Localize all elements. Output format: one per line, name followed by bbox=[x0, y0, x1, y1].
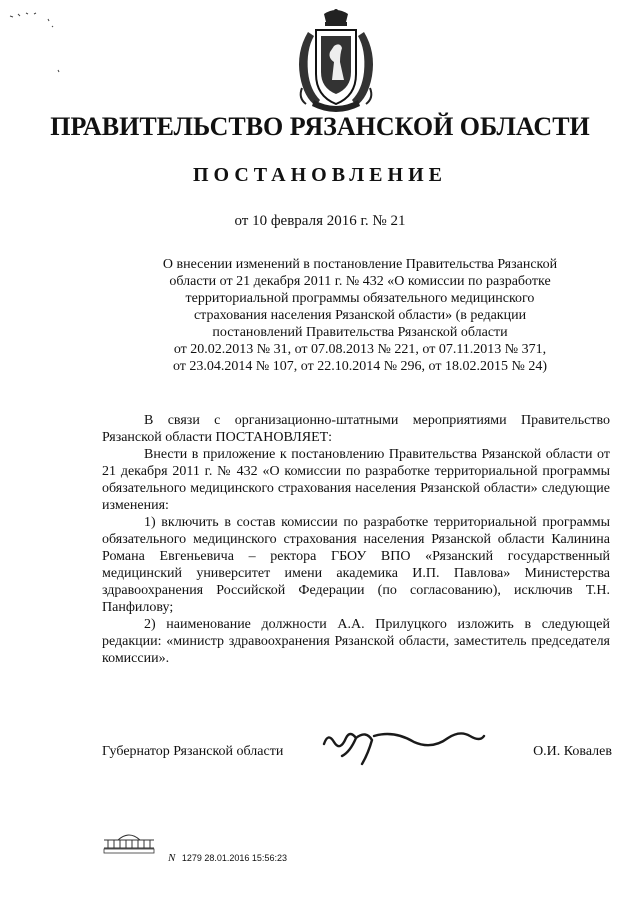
document-body bbox=[102, 412, 610, 667]
document-subject bbox=[130, 256, 590, 375]
subject-line: О внесении изменений в постановление Правительства Рязанской bbox=[162, 257, 558, 272]
subject-line: территориальной программы обязательного медицинского bbox=[185, 291, 535, 306]
registration-note bbox=[168, 852, 287, 864]
body-paragraph: Внести в приложение к постановлению Правительства Рязанской области от 21 декабря 2011 г. № 432 «О комиссии по разработке территориальной программы обязательного медицинского страхования населения Рязанской области» следующие изменения: bbox=[102, 447, 610, 513]
body-paragraph: В связи с организационно-штатными мероприятиями Правительство Рязанской области ПОСТАНОВЛЯЕТ: bbox=[102, 413, 610, 445]
subject-line: области от 21 декабря 2011 г. № 432 «О комиссии по разработке bbox=[169, 274, 551, 289]
document-date: от 10 февраля 2016 г. № 21 bbox=[234, 213, 406, 229]
signer-name: О.И. Ковалев bbox=[533, 744, 612, 759]
document-type: ПОСТАНОВЛЕНИЕ bbox=[193, 164, 447, 186]
registration-number-date: 1279 28.01.2016 15:56:23 bbox=[181, 853, 287, 863]
scan-artifact bbox=[8, 10, 68, 90]
subject-line: постановлений Правительства Рязанской области bbox=[212, 325, 508, 340]
organization-title: ПРАВИТЕЛЬСТВО РЯЗАНСКОЙ ОБЛАСТИ bbox=[50, 112, 590, 141]
body-paragraph: 1) включить в состав комиссии по разработке территориальной программы обязательного медицинского страхования населения Рязанской области Калинина Романа Евгеньевича – ректора ГБОУ ВПО «Рязанский государственный медицинский университет имени академика И.П. Павлова» Министерства здравоохранения Российской Федерации (по согласованию), исключив Т.Н. Панфилову; bbox=[102, 515, 610, 615]
subject-line: от 23.04.2014 № 107, от 22.10.2014 № 296, от 18.02.2015 № 24) bbox=[172, 359, 548, 374]
handwritten-signature bbox=[318, 714, 498, 770]
registration-mark: N bbox=[168, 852, 176, 864]
registry-stamp bbox=[100, 828, 158, 854]
coat-of-arms-emblem bbox=[294, 8, 378, 114]
signer-position: Губернатор Рязанской области bbox=[102, 744, 284, 759]
body-paragraph: 2) наименование должности А.А. Прилуцкого изложить в следующей редакции: «министр здравоохранения Рязанской области, заместитель председателя комиссии». bbox=[102, 617, 610, 666]
subject-line: страхования населения Рязанской области» (в редакции bbox=[193, 308, 527, 323]
subject-line: от 20.02.2013 № 31, от 07.08.2013 № 221, от 07.11.2013 № 371, bbox=[173, 342, 547, 357]
